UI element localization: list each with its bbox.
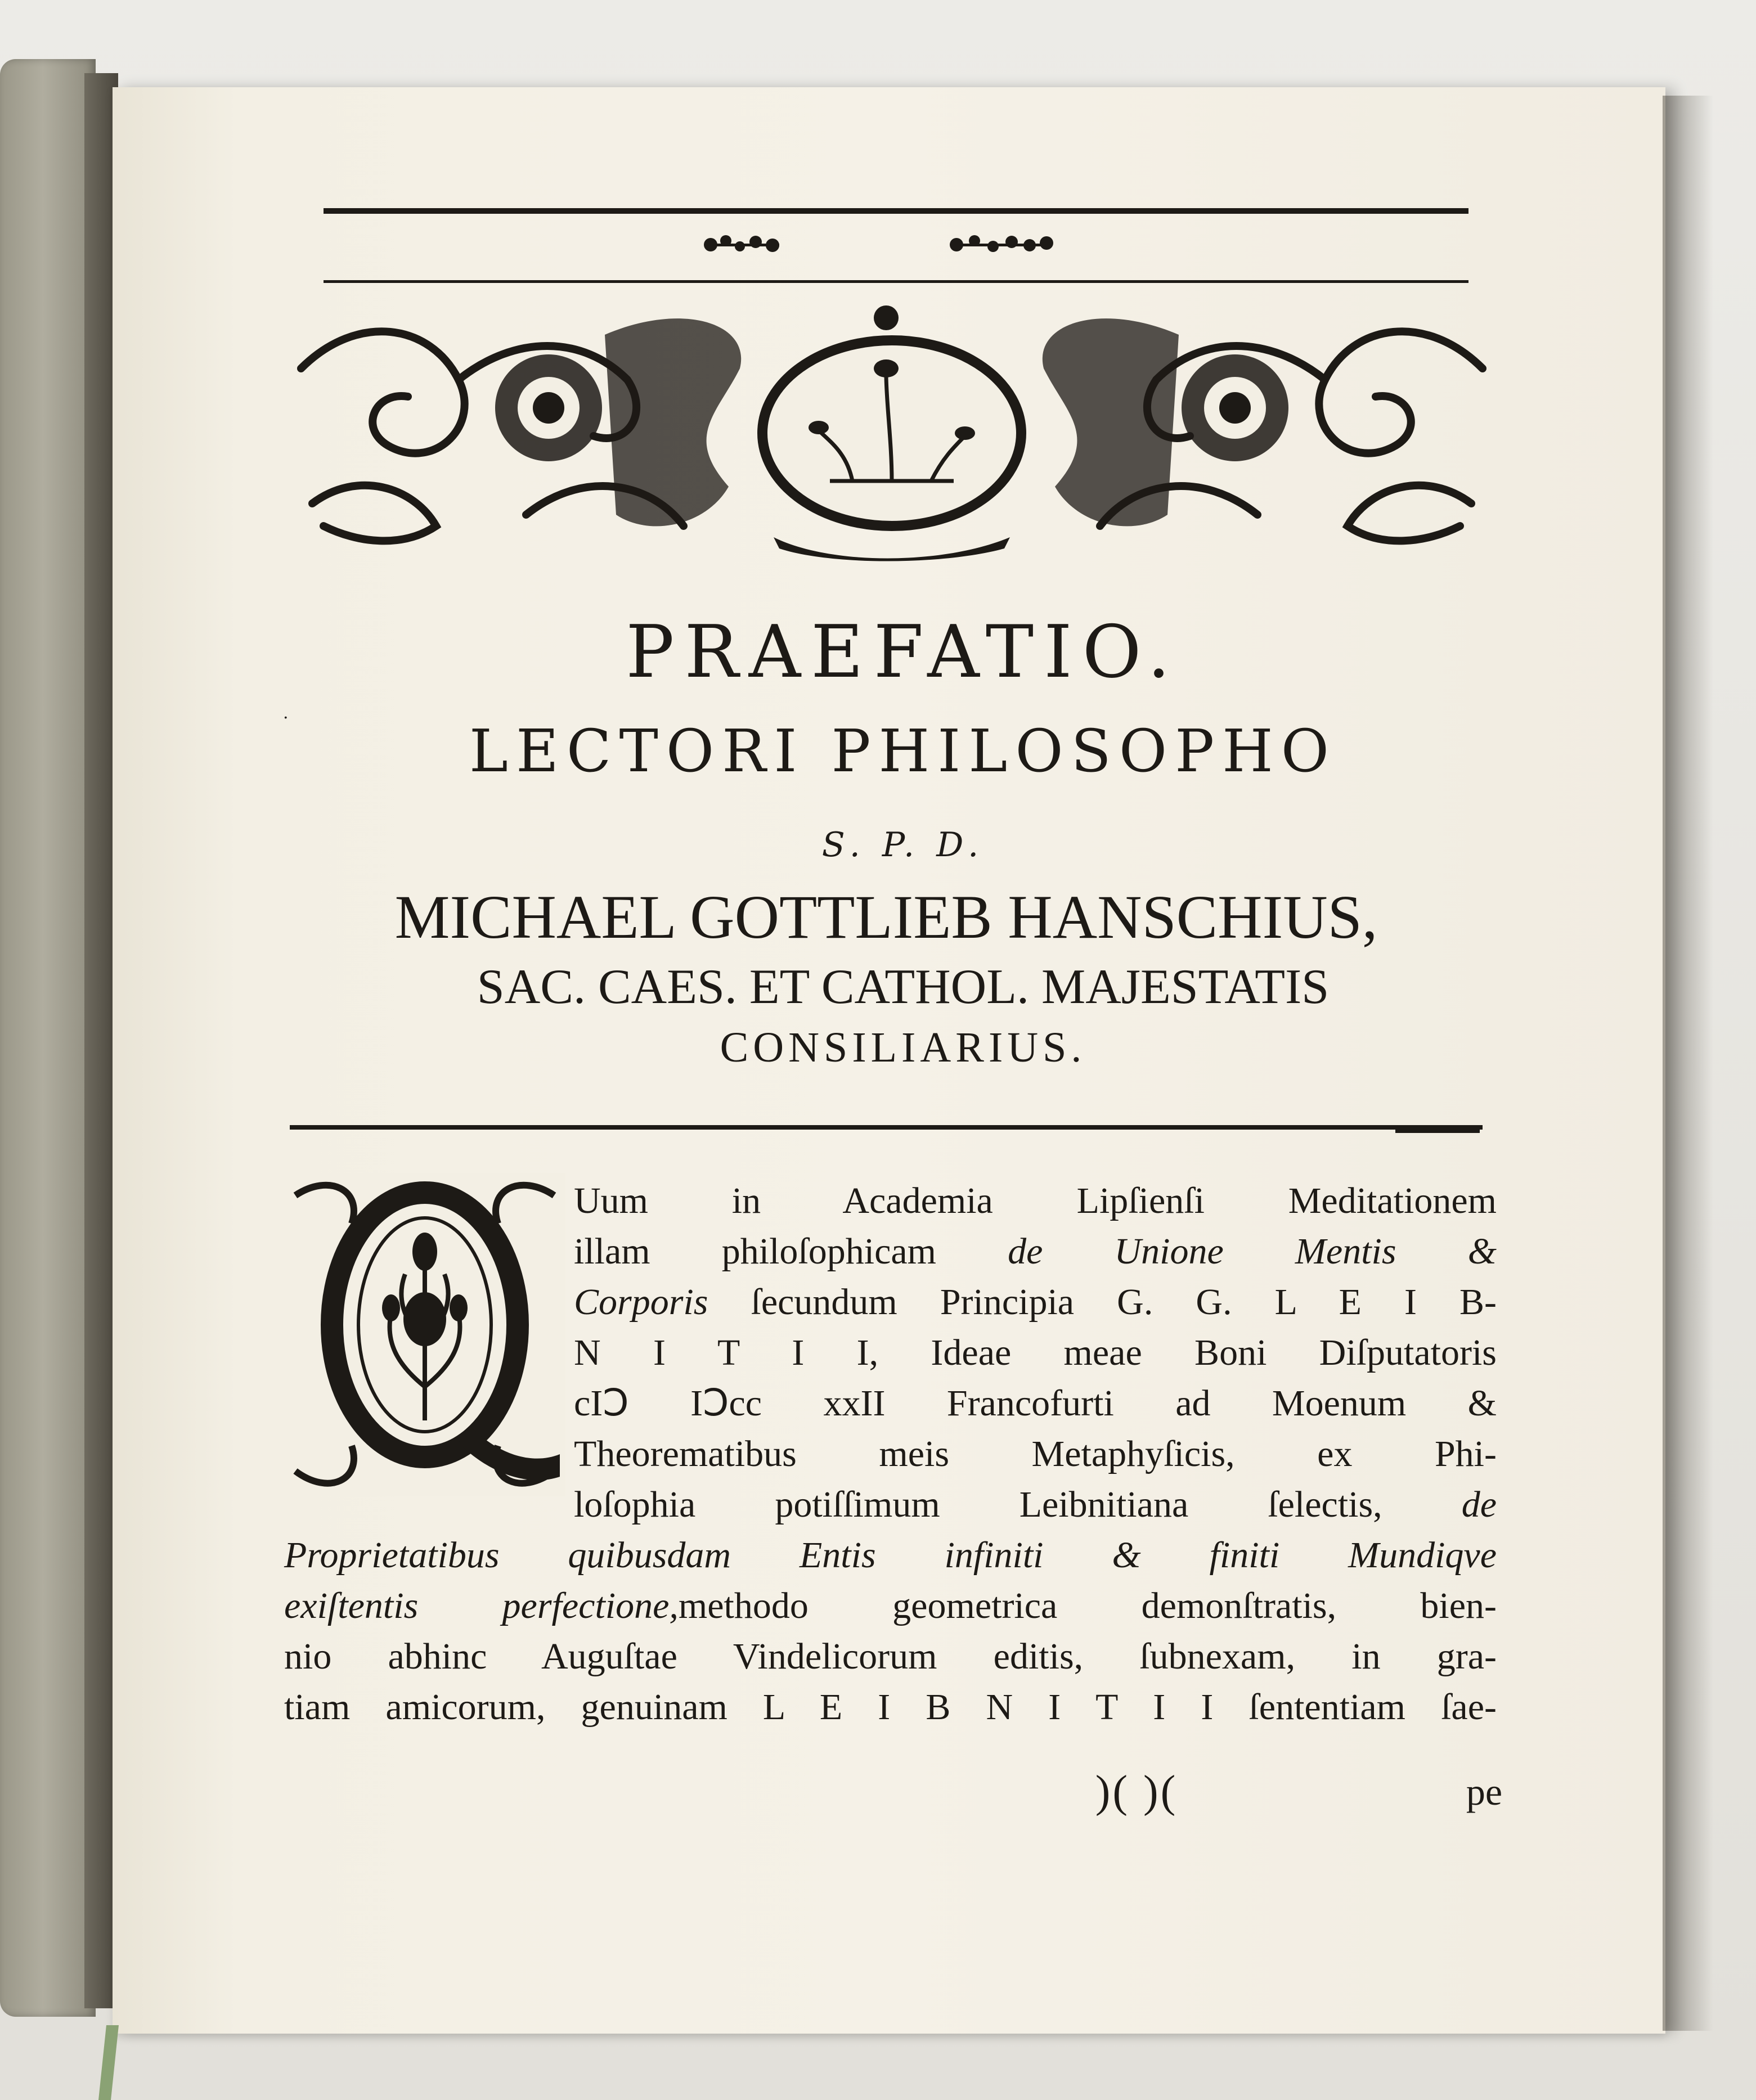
small-fleuron-ornament-icon [945,225,1058,264]
body-line-2: illam philoſophicam de Unione Mentis & [574,1231,1497,1272]
section-rule-end [1395,1126,1480,1133]
catchword: pe [1466,1770,1502,1813]
body-line-7: loſophia potiſſimum Leibnitiana ſelectis, de [574,1484,1497,1525]
author-office: SAC. CAES. ET CATHOL. MAJESTATIS [477,960,1330,1014]
body-line-11: tiam amicorum, genuinam L E I B N I T I I ſententiam ſae- [284,1687,1497,1728]
body-line-6: Theorematibus meis Metaphyſicis, ex Phi- [574,1433,1497,1474]
section-rule [290,1125,1483,1130]
salutation: S. P. D. [821,825,985,865]
margin-mark: . [283,703,289,723]
body-line-4: N I T I I, Ideae meae Boni Diſputatoris [574,1332,1497,1373]
dedication: LECTORI PHILOSOPHO [469,717,1337,785]
page-title: PRAEFATIO. [626,610,1180,694]
author-name: MICHAEL GOTTLIEB HANSCHIUS, [394,883,1378,951]
body-line-8: Proprietatibus quibusdam Entis infiniti & finiti Mundiqve [284,1535,1497,1576]
body-line-10: nio abhinc Auguſtae Vindelicorum editis, ſubnexam, in gra- [284,1636,1497,1677]
headpiece-ornament-icon [290,301,1494,565]
floral-drop-cap-ornament-icon [284,1173,565,1496]
body-line-1: Uum in Academia Lipſienſi Meditationem [574,1180,1497,1221]
top-rule [324,208,1468,214]
body-line-5: cIↃ IↃcc xxII Francofurti ad Moenum & [574,1383,1497,1424]
small-fleuron-ornament-icon [700,225,785,264]
author-title: CONSILIARIUS. [720,1024,1086,1071]
second-rule [324,280,1468,283]
page-shadow [1663,96,1713,2031]
body-line-9: exiſtentis perfectione,methodo geometrica demonſtratis, bien- [284,1585,1497,1626]
signature-mark: )( )( [1095,1767,1178,1816]
book-cover [0,59,96,2017]
body-line-3: Corporis ſecundum Principia G. G. L E I B- [574,1281,1497,1323]
